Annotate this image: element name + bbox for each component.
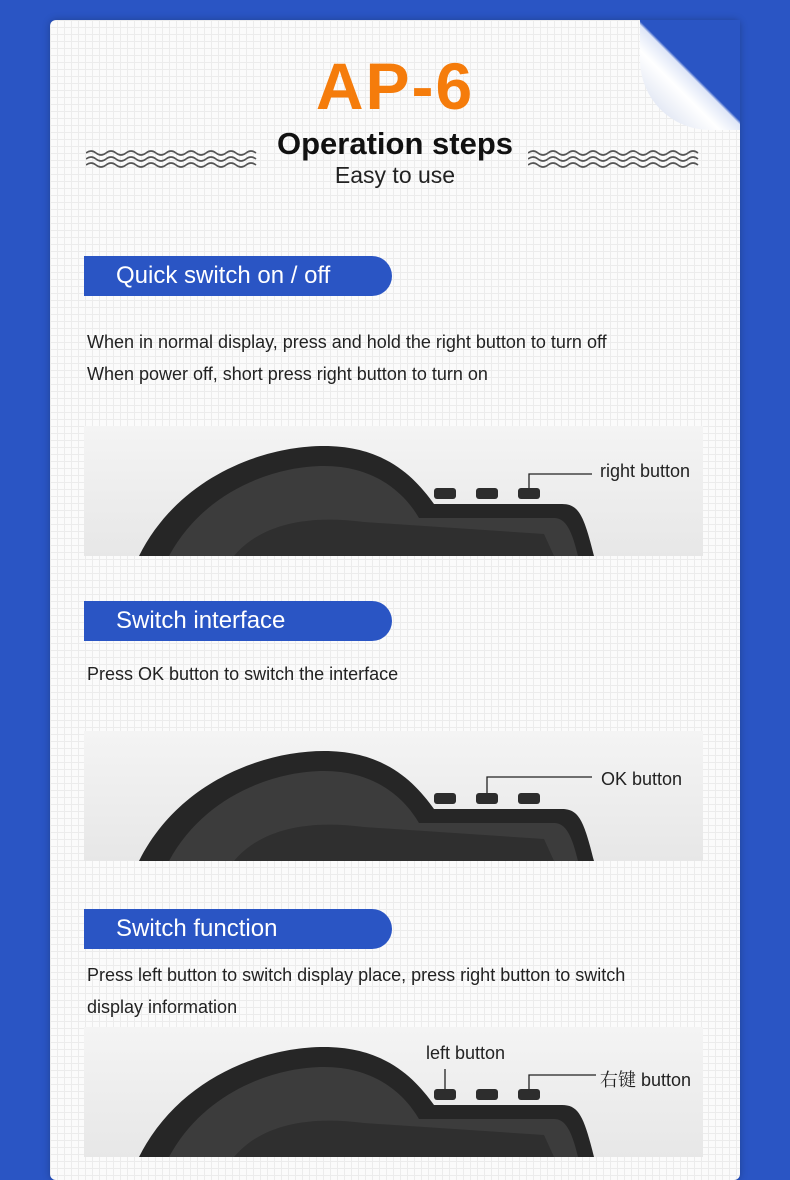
section-description-interface: [87, 658, 707, 690]
section-description-power: [87, 326, 707, 390]
description-line: When in normal display, press and hold the right button to turn off: [87, 332, 607, 352]
description-line: Press left button to switch display place, press right button to switch: [87, 965, 626, 985]
device-illustration: [84, 731, 703, 861]
description-line: Press OK button to switch the interface: [87, 664, 399, 684]
callout-right-button: 右键 button: [600, 1070, 692, 1090]
callout-right-button: right button: [600, 461, 691, 481]
description-line: display information: [87, 997, 238, 1017]
device-illustration: [84, 426, 703, 556]
section-title-function: Switch function: [84, 909, 392, 949]
section-heading: Operation steps: [277, 126, 513, 161]
device-photo-interface: [84, 731, 703, 861]
product-title: AP-6: [315, 49, 475, 123]
device-photo-function: [84, 1027, 703, 1157]
section-description-function: [87, 959, 707, 1023]
section-subheading: Easy to use: [334, 162, 456, 188]
description-line: When power off, short press right button to turn on: [87, 364, 488, 384]
device-illustration: [84, 1027, 703, 1157]
section-title-power: Quick switch on / off: [84, 256, 392, 296]
callout-left-button: left button: [426, 1043, 506, 1063]
section-title-interface: Switch interface: [84, 601, 392, 641]
callout-ok-button: OK button: [601, 769, 683, 789]
device-photo-power: [84, 426, 703, 556]
